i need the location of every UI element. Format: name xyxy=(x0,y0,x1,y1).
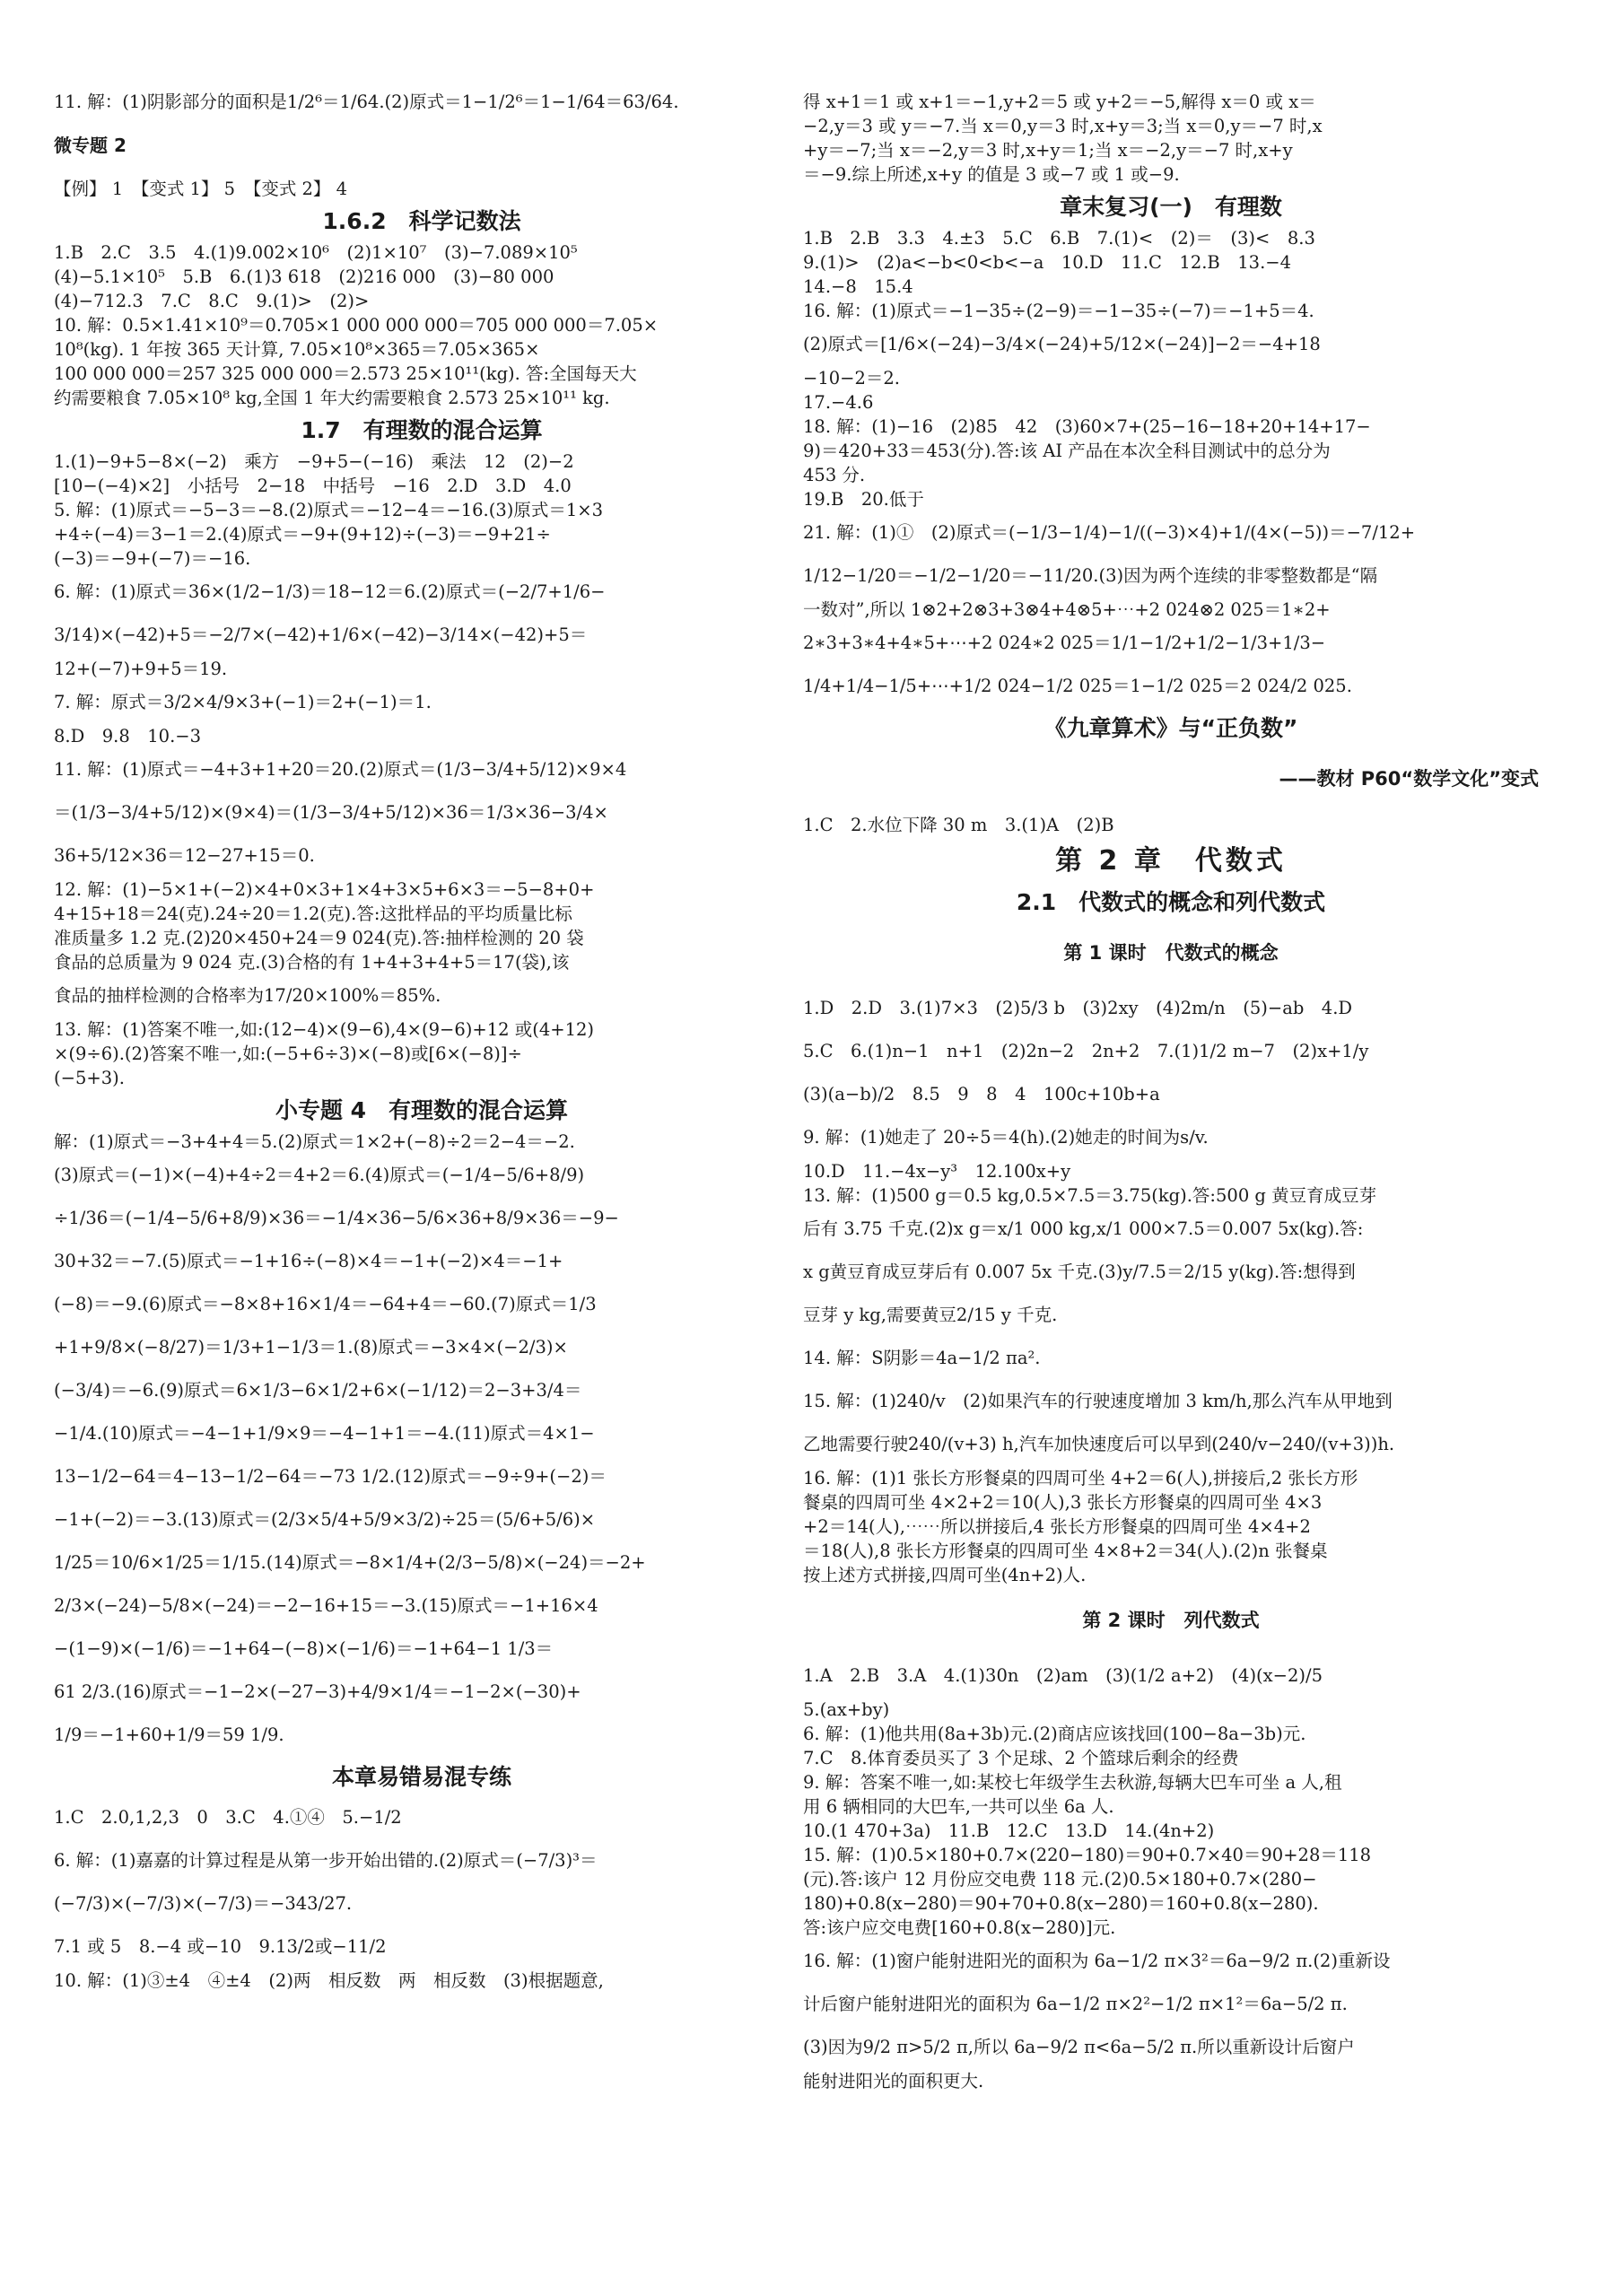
text-line: 1.B 2.B 3.3 4.±3 5.C 6.B 7.(1)< (2)＝ (3)< 8.3 xyxy=(803,228,1315,249)
text-line: 14. 解：S阴影＝4a−1/2 πa². xyxy=(803,1348,1041,1368)
text-line: +y＝−7;当 x＝−2,y＝3 时,x+y＝1;当 x＝−2,y＝−7 时,x+y xyxy=(803,140,1293,161)
section-heading: 2.1 代数式的概念和列代数式 xyxy=(1016,889,1326,915)
text-line: 5. 解：(1)原式＝−5−3＝−8.(2)原式＝−12−4＝−16.(3)原式＝1×3 xyxy=(54,500,604,520)
text-line: 1.A 2.B 3.A 4.(1)30n (2)am (3)(1/2 a+2) (4)(x−2)/5 xyxy=(803,1665,1323,1686)
text-line: 9.(1)> (2)a<−b<0<b<−a 10.D 11.C 12.B 13.−4 xyxy=(803,252,1292,273)
text-line: 13. 解：(1)500 g＝0.5 kg,0.5×7.5＝3.75(kg).答:500 g 黄豆育成豆芽 xyxy=(803,1185,1377,1206)
text-line: 16. 解：(1)原式＝−1−35÷(2−9)＝−1−35÷(−7)＝−1+5＝4. xyxy=(803,301,1314,321)
text-line: 用 6 辆相同的大巴车,一共可以坐 6a 人. xyxy=(803,1796,1114,1817)
text-line: ×(9÷6).(2)答案不唯一,如:(−5+6÷3)×(−8)或[6×(−8)]÷ xyxy=(54,1043,522,1064)
text-line: 4+15+18＝24(克).24÷20＝1.2(克).答:这批样品的平均质量比标 xyxy=(54,904,572,924)
text-line: 约需要粮食 7.05×10⁸ kg,全国 1 年大约需要粮食 2.573 25×10¹¹ kg. xyxy=(54,388,610,408)
text-line: ＝18(人),8 张长方形餐桌的四周可坐 4×8+2＝34(人).(2)n 张餐桌 xyxy=(803,1541,1328,1561)
chapter-heading: 第 2 章 代数式 xyxy=(1055,845,1287,877)
right-column xyxy=(803,90,1539,2093)
section-heading: 《九章算术》与“正负数” xyxy=(1044,715,1298,741)
text-line: 19.B 20.低于 xyxy=(803,489,924,510)
text-line: 计后窗户能射进阳光的面积为 6a−1/2 π×2²−1/2 π×1²＝6a−5/2 π. xyxy=(803,1994,1348,2014)
text-line: (−8)＝−9.(6)原式＝−8×8+16×1/4＝−64+4＝−60.(7)原式＝1/3 xyxy=(54,1294,597,1314)
text-line: 10⁸(kg). 1 年按 365 天计算, 7.05×10⁸×365＝7.05×365× xyxy=(54,339,540,360)
text-line: 按上述方式拼接,四周可坐(4n+2)人. xyxy=(803,1565,1087,1585)
text-line: 2∗3+3∗4+4∗5+⋯+2 024∗2 025＝1/1−1/2+1/2−1/3+1/3− xyxy=(803,633,1326,653)
text-line: 15. 解：(1)240/v (2)如果汽车的行驶速度增加 3 km/h,那么汽车从甲地到 xyxy=(803,1391,1393,1411)
text-line: 453 分. xyxy=(803,465,866,485)
text-line: 10. 解：0.5×1.41×10⁹＝0.705×1 000 000 000＝705 000 000＝7.05× xyxy=(54,315,659,336)
text-line: (−3)＝−9+(−7)＝−16. xyxy=(54,548,251,569)
text-line: 能射进阳光的面积更大. xyxy=(803,2071,984,2091)
text-line: 【例】 1 【变式 1】 5 【变式 2】 4 xyxy=(54,179,348,199)
text-line: (−3/4)＝−6.(9)原式＝6×1/3−6×1/2+6×(−1/12)＝2−3+3/4＝ xyxy=(54,1380,582,1401)
text-line: 11. 解：(1)原式＝−4+3+1+20＝20.(2)原式＝(1/3−3/4+5/12)×9×4 xyxy=(54,759,627,780)
text-line: (3)原式＝(−1)×(−4)+4÷2＝4+2＝6.(4)原式＝(−1/4−5/6+8/9) xyxy=(54,1165,585,1185)
text-line: 7. 解：原式＝3/2×4/9×3+(−1)＝2+(−1)＝1. xyxy=(54,692,432,712)
text-line: 解：(1)原式＝−3+4+4＝5.(2)原式＝1×2+(−8)÷2＝2−4＝−2. xyxy=(54,1131,575,1152)
text-line: 准质量多 1.2 克.(2)20×450+24＝9 024(克).答:抽样检测的 20 袋 xyxy=(54,928,584,948)
lesson-heading: 第 2 课时 列代数式 xyxy=(1082,1610,1260,1631)
text-line: 1.D 2.D 3.(1)7×3 (2)5/3 b (3)2xy (4)2m/n (5)−ab 4.D xyxy=(803,998,1353,1018)
section-label: 微专题 2 xyxy=(54,135,127,156)
text-line: 6. 解：(1)原式＝36×(1/2−1/3)＝18−12＝6.(2)原式＝(−2/7+1/6− xyxy=(54,581,606,602)
text-line: 餐桌的四周可坐 4×2+2＝10(人),3 张长方形餐桌的四周可坐 4×3 xyxy=(803,1492,1323,1513)
text-line: 61 2/3.(16)原式＝−1−2×(−27−3)+4/9×1/4＝−1−2×(−30)+ xyxy=(54,1681,581,1702)
text-line: +1+9/8×(−8/27)＝1/3+1−1/3＝1.(8)原式＝−3×4×(−2/3)× xyxy=(54,1337,568,1358)
text-line: ＝(1/3−3/4+5/12)×(9×4)＝(1/3−3/4+5/12)×36＝1/3×36−3/4× xyxy=(54,802,608,823)
text-line: 18. 解：(1)−16 (2)85 42 (3)60×7+(25−16−18+20+14+17− xyxy=(803,416,1371,437)
text-line: 7.C 8.体育委员买了 3 个足球、2 个篮球后剩余的经费 xyxy=(803,1748,1239,1768)
text-line: 豆芽 y kg,需要黄豆2/15 y 千克. xyxy=(803,1305,1058,1325)
text-line: 1/25＝10/6×1/25＝1/15.(14)原式＝−8×1/4+(2/3−5/8)×(−24)＝−2+ xyxy=(54,1552,646,1573)
text-line: (元).答:该户 12 月份应交电费 118 元.(2)0.5×180+0.7×(280− xyxy=(803,1869,1317,1890)
section-heading: 1.7 有理数的混合运算 xyxy=(301,417,543,443)
text-line: 乙地需要行驶240/(v+3) h,汽车加快速度后可以早到(240/v−240/(v+3))h. xyxy=(803,1434,1395,1454)
text-line: 10. 解：(1)③±4 ④±4 (2)两 相反数 两 相反数 (3)根据题意, xyxy=(54,1970,604,1991)
text-line: 1.(1)−9+5−8×(−2) 乘方 −9+5−(−16) 乘法 12 (2)−2 xyxy=(54,451,574,472)
text-line: 8.D 9.8 10.−3 xyxy=(54,726,202,746)
text-line: (4)−712.3 7.C 8.C 9.(1)> (2)> xyxy=(54,291,370,311)
text-line: 36+5/12×36＝12−27+15＝0. xyxy=(54,845,315,866)
text-line: [10−(−4)×2] 小括号 2−18 中括号 −16 2.D 3.D 4.0 xyxy=(54,476,572,496)
text-line: −2,y＝3 或 y＝−7.当 x＝0,y＝3 时,x+y＝3;当 x＝0,y＝−7 时,x xyxy=(803,116,1323,136)
text-line: 1/4+1/4−1/5+⋯+1/2 024−1/2 025＝1−1/2 025＝2 024/2 025. xyxy=(803,676,1352,696)
text-line: −1+(−2)＝−3.(13)原式＝(2/3×5/4+5/9×3/2)÷25＝(5/6+5/6)× xyxy=(54,1509,596,1530)
text-line: 30+32＝−7.(5)原式＝−1+16÷(−8)×4＝−1+(−2)×4＝−1+ xyxy=(54,1251,563,1271)
left-column xyxy=(54,90,790,1993)
text-line: 16. 解：(1)窗户能射进阳光的面积为 6a−1/2 π×3²＝6a−9/2 π.(2)重新设 xyxy=(803,1951,1391,1971)
text-line: 1.C 2.水位下降 30 m 3.(1)A (2)B xyxy=(803,815,1114,835)
text-line: 100 000 000＝257 325 000 000＝2.573 25×10¹¹(kg). 答:全国每天大 xyxy=(54,363,637,384)
text-line: +2＝14(人),⋯⋯所以拼接后,4 张长方形餐桌的四周可坐 4×4+2 xyxy=(803,1516,1311,1537)
text-line: 12+(−7)+9+5＝19. xyxy=(54,659,228,679)
text-line: +4÷(−4)＝3−1＝2.(4)原式＝−9+(9+12)÷(−3)＝−9+21÷ xyxy=(54,524,551,545)
lesson-heading: 第 1 课时 代数式的概念 xyxy=(1063,942,1279,964)
text-line: x g黄豆育成豆芽后有 0.007 5x 千克.(3)y/7.5＝2/15 y(kg).答:想得到 xyxy=(803,1261,1356,1282)
text-line: 10.D 11.−4x−y³ 12.100x+y xyxy=(803,1161,1071,1182)
text-line: (−7/3)×(−7/3)×(−7/3)＝−343/27. xyxy=(54,1893,353,1914)
text-line: 答:该户应交电费[160+0.8(x−280)]元. xyxy=(803,1917,1116,1938)
text-line: 16. 解：(1)1 张长方形餐桌的四周可坐 4+2＝6(人),拼接后,2 张长方形 xyxy=(803,1468,1358,1488)
text-line: 15. 解：(1)0.5×180+0.7×(220−180)＝90+0.7×40＝90+28＝118 xyxy=(803,1845,1372,1865)
section-subtitle: ——教材 P60“数学文化”变式 xyxy=(1279,768,1539,790)
text-line: 9. 解：(1)她走了 20÷5＝4(h).(2)她走的时间为s/v. xyxy=(803,1127,1209,1148)
text-line: 1/9＝−1+60+1/9＝59 1/9. xyxy=(54,1724,284,1745)
section-heading: 1.6.2 科学记数法 xyxy=(322,208,521,234)
text-line: ÷1/36＝(−1/4−5/6+8/9)×36＝−1/4×36−5/6×36+8/9×36＝−9− xyxy=(54,1208,619,1228)
section-heading: 本章易错易混专练 xyxy=(331,1764,511,1790)
text-line: 17.−4.6 xyxy=(803,392,874,413)
text-line: 食品的抽样检测的合格率为17/20×100%＝85%. xyxy=(54,985,441,1006)
text-line: 6. 解：(1)嘉嘉的计算过程是从第一步开始出错的.(2)原式＝(−7/3)³＝ xyxy=(54,1850,598,1871)
text-line: 14.−8 15.4 xyxy=(803,276,913,297)
text-line: 12. 解：(1)−5×1+(−2)×4+0×3+1×4+3×5+6×3＝−5−8+0+ xyxy=(54,879,595,900)
text-line: (−5+3). xyxy=(54,1068,125,1088)
text-line: 9)＝420+33＝453(分).答:该 AI 产品在本次全科目测试中的总分为 xyxy=(803,441,1331,461)
text-line: 一数对”,所以 1⊗2+2⊗3+3⊗4+4⊗5+⋯+2 024⊗2 025＝1∗2+ xyxy=(803,599,1331,620)
text-line: 13. 解：(1)答案不唯一,如:(12−4)×(9−6),4×(9−6)+12 或(4+12) xyxy=(54,1019,595,1040)
text-line: −(1−9)×(−1/6)＝−1+64−(−8)×(−1/6)＝−1+64−1 1/3＝ xyxy=(54,1638,554,1659)
text-line: 得 x+1＝1 或 x+1＝−1,y+2＝5 或 y+2＝−5,解得 x＝0 或 x＝ xyxy=(803,92,1316,112)
section-heading: 章末复习(一) 有理数 xyxy=(1060,194,1282,220)
section-heading: 小专题 4 有理数的混合运算 xyxy=(275,1097,569,1123)
text-line: 5.C 6.(1)n−1 n+1 (2)2n−2 2n+2 7.(1)1/2 m−7 (2)x+1/y xyxy=(803,1041,1369,1061)
text-line: 2/3×(−24)−5/8×(−24)＝−2−16+15＝−3.(15)原式＝−1+16×4 xyxy=(54,1595,598,1616)
text-line: 9. 解：答案不唯一,如:某校七年级学生去秋游,每辆大巴车可坐 a 人,租 xyxy=(803,1772,1342,1793)
text-line: 13−1/2−64＝4−13−1/2−64＝−73 1/2.(12)原式＝−9÷9+(−2)＝ xyxy=(54,1466,607,1487)
text-line: 5.(ax+by) xyxy=(803,1699,890,1720)
text-line: ＝−9.综上所述,x+y 的值是 3 或−7 或 1 或−9. xyxy=(803,164,1180,185)
text-line: 3/14)×(−42)+5＝−2/7×(−42)+1/6×(−42)−3/14×(−42)+5＝ xyxy=(54,624,588,645)
text-line: (2)原式＝[1/6×(−24)−3/4×(−24)+5/12×(−24)]−2＝−4+18 xyxy=(803,334,1321,354)
text-line: 6. 解：(1)他共用(8a+3b)元.(2)商店应该找回(100−8a−3b)元. xyxy=(803,1724,1306,1744)
text-line: 后有 3.75 千克.(2)x g＝x/1 000 kg,x/1 000×7.5＝0.007 5x(kg).答: xyxy=(803,1218,1364,1239)
text-line: 1.B 2.C 3.5 4.(1)9.002×10⁶ (2)1×10⁷ (3)−7.089×10⁵ xyxy=(54,242,578,263)
text-line: (4)−5.1×10⁵ 5.B 6.(1)3 618 (2)216 000 (3)−80 000 xyxy=(54,266,554,287)
text-line: 180)+0.8(x−280)＝90+70+0.8(x−280)＝160+0.8(x−280). xyxy=(803,1893,1319,1914)
text-line: (3)(a−b)/2 8.5 9 8 4 100c+10b+a xyxy=(803,1084,1160,1104)
text-line: 11. 解：(1)阴影部分的面积是1/2⁶＝1/64.(2)原式＝1−1/2⁶＝1−1/64＝63/64. xyxy=(54,92,679,112)
text-line: 21. 解：(1)① (2)原式＝(−1/3−1/4)−1/((−3)×4)+1/(4×(−5))＝−7/12+ xyxy=(803,522,1416,543)
text-line: (3)因为9/2 π>5/2 π,所以 6a−9/2 π<6a−5/2 π.所以重新设计后窗户 xyxy=(803,2037,1355,2057)
text-line: 1/12−1/20＝−1/2−1/20＝−11/20.(3)因为两个连续的非零整数都是“隔 xyxy=(803,565,1378,586)
text-line: 食品的总质量为 9 024 克.(3)合格的有 1+4+3+4+5＝17(袋),该 xyxy=(54,952,570,973)
text-line: 10.(1 470+3a) 11.B 12.C 13.D 14.(4n+2) xyxy=(803,1820,1215,1841)
text-line: −1/4.(10)原式＝−4−1+1/9×9＝−4−1+1＝−4.(11)原式＝4×1− xyxy=(54,1423,595,1444)
text-line: −10−2＝2. xyxy=(803,368,901,388)
text-line: 1.C 2.0,1,2,3 0 3.C 4.①④ 5.−1/2 xyxy=(54,1807,402,1828)
text-line: 7.1 或 5 8.−4 或−10 9.13/2或−11/2 xyxy=(54,1936,387,1957)
